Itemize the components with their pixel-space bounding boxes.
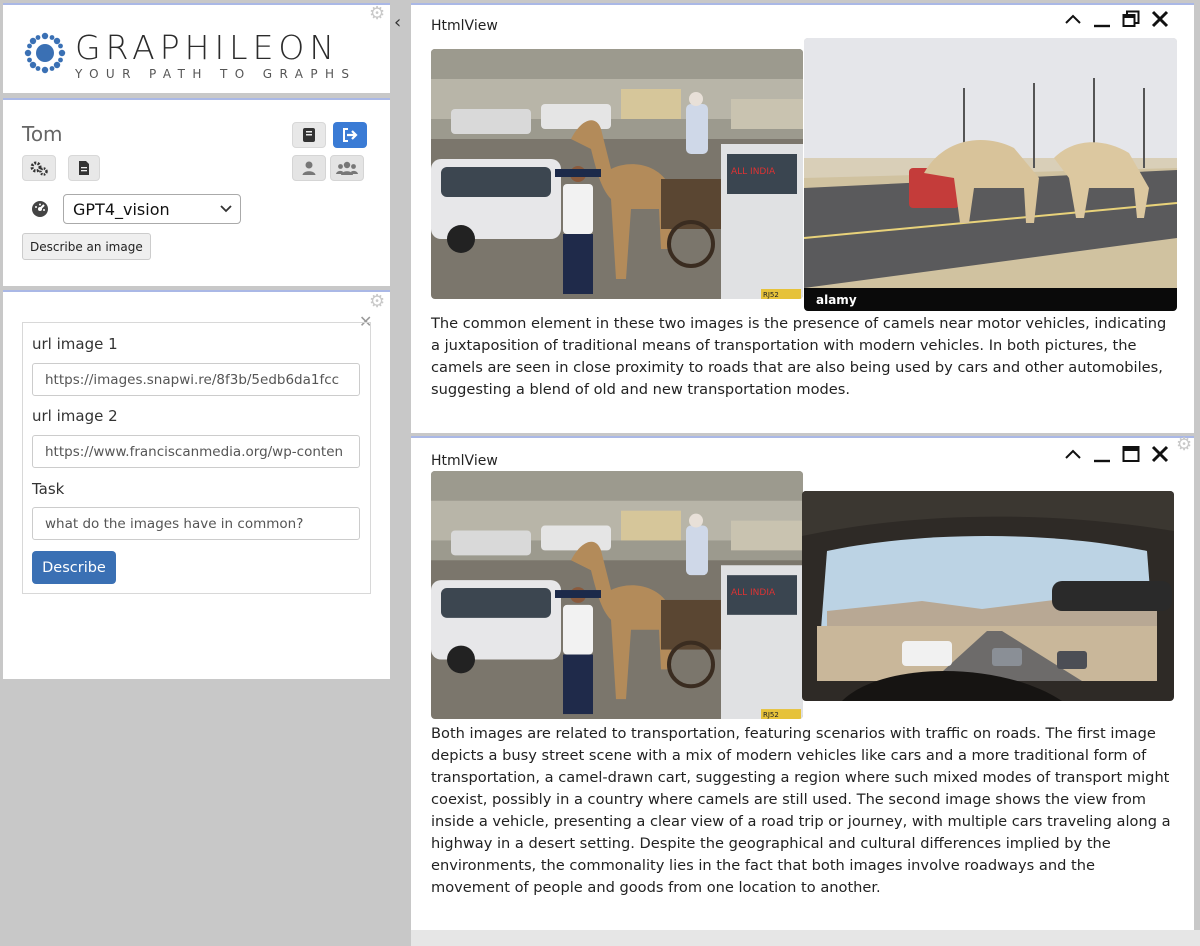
url1-label: url image 1	[32, 335, 118, 353]
view-text: Both images are related to transportation, featuring scenarios with traffic on roads. The first image depicts a busy street scene with a mix of modern vehicles like cars and a more traditional form of transportation, a camel-drawn cart, suggesting a region where such mixed modes of transport might coexist, possibly in a country where camels are still used. The second image shows the view from inside a vehicle, presenting a clear view of a road trip or journey, with multiple cars traveling along a highway in a desert setting. Despite the geographical and cultural differences implied by the environments, the commonality lies in the fact that both images involve roadways and the movement of people and goods from one location to another.	[431, 725, 1171, 896]
describe-button[interactable]: Describe	[32, 551, 116, 584]
user-icon	[302, 160, 316, 176]
gear-icon[interactable]: ⚙	[369, 291, 386, 312]
document-icon	[78, 160, 90, 176]
close-icon[interactable]: ✕	[359, 312, 373, 331]
restore-icon[interactable]	[1121, 9, 1141, 29]
gear-icon[interactable]: ⚙	[1176, 434, 1193, 455]
bus-sign-text: ALL INDIA	[731, 167, 776, 177]
dashboard-icon	[31, 200, 49, 218]
html-view-2	[411, 436, 1194, 930]
logo-panel	[3, 3, 390, 93]
minimize-icon[interactable]	[1092, 9, 1112, 29]
graphileon-logo-icon	[23, 31, 67, 75]
close-icon[interactable]	[1150, 9, 1170, 29]
plate-text: RJ52	[763, 291, 779, 299]
street-camel-image	[431, 471, 803, 719]
user-panel	[3, 98, 390, 286]
task-label: Task	[32, 480, 65, 498]
settings-icon	[29, 160, 49, 176]
gear-icon[interactable]: ⚙	[369, 3, 386, 24]
users-icon	[336, 160, 358, 176]
window-controls	[1063, 9, 1170, 29]
book-icon	[302, 127, 316, 143]
brand-name: GRAPHILEON	[75, 28, 340, 67]
desert-road-camels-image	[804, 38, 1177, 311]
plate-text: RJ52	[763, 711, 779, 719]
logo	[23, 28, 357, 81]
bottom-bar	[411, 930, 1200, 946]
logout-button[interactable]	[333, 122, 367, 148]
book-button[interactable]	[292, 122, 326, 148]
collapse-sidebar-icon[interactable]: ‹	[394, 12, 402, 33]
collapse-icon[interactable]	[1063, 444, 1083, 464]
form-panel	[3, 290, 390, 679]
html-view-1	[411, 3, 1194, 433]
car-interior-highway-image	[802, 491, 1174, 701]
maximize-icon[interactable]	[1121, 444, 1141, 464]
document-button[interactable]	[68, 155, 100, 181]
logout-icon	[341, 127, 359, 143]
window-controls	[1063, 444, 1170, 464]
url2-label: url image 2	[32, 407, 118, 425]
task-input[interactable]: what do the images have in common?	[32, 507, 360, 540]
model-select[interactable]	[63, 194, 241, 224]
url2-input[interactable]: https://www.franciscanmedia.org/wp-conten	[32, 435, 360, 468]
user-name: Tom	[22, 122, 63, 146]
bus-sign-text: ALL INDIA	[731, 588, 776, 598]
street-camel-image	[431, 49, 803, 299]
model-select-value: GPT4_vision	[73, 199, 170, 219]
view-title: HtmlView	[431, 453, 498, 469]
user-button[interactable]	[292, 155, 326, 181]
chevron-down-icon	[220, 205, 232, 213]
view-title: HtmlView	[431, 18, 498, 34]
url1-input[interactable]: https://images.snapwi.re/8f3b/5edb6da1fcc	[32, 363, 360, 396]
model-row	[31, 194, 241, 224]
minimize-icon[interactable]	[1092, 444, 1112, 464]
view-text: The common element in these two images is the presence of camels near motor vehicles, indicating a juxtaposition of traditional means of transportation with modern vehicles. In both pictures, the camels are seen in close proximity to roads that are also being used by cars and other automobiles, suggesting a blend of old and new transportation modes.	[431, 315, 1167, 398]
settings-button[interactable]	[22, 155, 56, 181]
users-button[interactable]	[330, 155, 364, 181]
describe-image-button[interactable]: Describe an image	[22, 233, 151, 260]
brand-tagline: YOUR PATH TO GRAPHS	[75, 67, 357, 81]
watermark-text: alamy	[816, 293, 857, 307]
close-icon[interactable]	[1150, 444, 1170, 464]
collapse-icon[interactable]	[1063, 9, 1083, 29]
